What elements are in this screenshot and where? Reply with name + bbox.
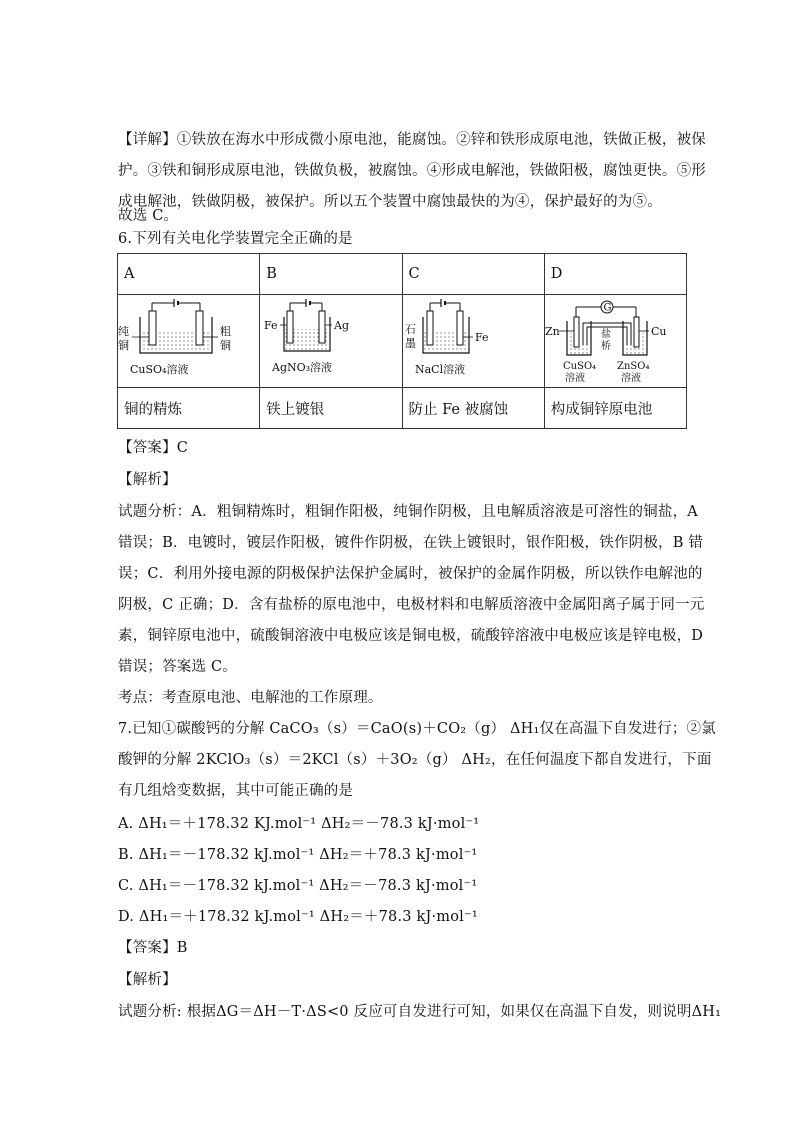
question-7-stem-line-2: 酸钾的分解 2KClO₃（s）＝2KCl（s）＋3O₂（g） ΔH₂，在任何温度下都自发进行，下面 — [118, 752, 712, 768]
option-d-caption: 构成铜锌原电池 — [544, 388, 686, 429]
option-a-header: A — [118, 254, 260, 295]
question-6-stem: 6.下列有关电化学装置完全正确的是 — [118, 231, 353, 247]
galvanometer-label: G — [603, 302, 612, 314]
detail-line-1: 【详解】①铁放在海水中形成微小原电池，能腐蚀。②锌和铁形成原电池，铁做正极，被保 — [118, 132, 706, 148]
option-b-caption: 铁上镀银 — [260, 388, 402, 429]
question-7-option-d: D. ΔH₁＝＋178.32 kJ.mol⁻¹ ΔH₂＝＋78.3 kJ·mol⁻¹ — [118, 909, 478, 925]
graphite-label-1: 石 — [404, 323, 416, 336]
question-7-option-a: A. ΔH₁＝＋178.32 KJ.mol⁻¹ ΔH₂＝－78.3 kJ·mol⁻¹ — [118, 816, 480, 832]
option-b-figure — [260, 295, 402, 388]
option-c-figure — [402, 295, 544, 388]
solution-label-a: CuSO₄溶液 — [130, 363, 189, 376]
question-7-option-b: B. ΔH₁＝－178.32 kJ.mol⁻¹ ΔH₂＝＋78.3 kJ·mol⁻¹ — [118, 847, 478, 863]
cuso4-solution-label-2: 溶液 — [564, 373, 585, 384]
pure-copper-label-1: 纯 — [118, 325, 129, 338]
question-7-analysis-heading: 【解析】 — [118, 972, 177, 988]
question-6-analysis-line-6: 错误；答案选 C。 — [118, 659, 238, 675]
solution-label-b: AgNO₃溶液 — [272, 361, 333, 374]
question-6-options-table — [117, 253, 687, 429]
solution-label-c: NaCl溶液 — [414, 363, 465, 376]
question-7-stem-line-1: 7.已知①碳酸钙的分解 CaCO₃（s）＝CaO(s)＋CO₂（g） ΔH₁仅在高温下自发进行；②氯 — [118, 721, 716, 737]
pure-copper-label-2: 铜 — [118, 339, 129, 352]
option-d-header: D — [544, 254, 686, 295]
option-c-caption: 防止 Fe 被腐蚀 — [402, 388, 544, 429]
ag-electrode-label: Ag — [334, 319, 350, 332]
electroplating-cell-b-diagram — [260, 295, 400, 387]
fe-electrode-label-c: Fe — [474, 331, 489, 344]
znso4-solution-label-1: ZnSO₄ — [616, 361, 650, 372]
question-6-analysis-line-1: 试题分析：A．粗铜精炼时，粗铜作阳极，纯铜作阴极，且电解质溶液是可溶性的铜盐，A — [118, 504, 698, 520]
option-b-header: B — [260, 254, 402, 295]
question-6-analysis-line-4: 阴极，C 正确；D．含有盐桥的原电池中，电极材料和电解质溶液中金属阳离子属于同一元 — [118, 597, 705, 613]
electrolysis-cell-a-diagram — [118, 295, 258, 387]
cu-electrode-label: Cu — [650, 325, 667, 338]
zn-electrode-label: Zn — [544, 325, 560, 338]
question-7-stem-line-3: 有几组焓变数据，其中可能正确的是 — [118, 783, 354, 799]
cuso4-solution-label-1: CuSO₄ — [562, 361, 596, 372]
detail-line-3: 成电解池，铁做阴极，被保护。所以五个装置中腐蚀最快的为④，保护最好的为⑤。 — [118, 194, 662, 210]
question-6-answer: 【答案】C — [118, 440, 189, 456]
question-7-answer: 【答案】B — [118, 940, 188, 956]
znso4-solution-label-2: 溶液 — [620, 373, 641, 384]
question-6-analysis-line-3: 误；C．利用外接电源的阴极保护法保护金属时，被保护的金属作阴极，所以铁作电解池的 — [118, 566, 703, 582]
graphite-label-2: 墨 — [404, 337, 416, 350]
question-6-point: 考点：考查原电池、电解池的工作原理。 — [118, 690, 383, 706]
cathodic-protection-cell-c-diagram — [403, 295, 543, 387]
detail-line-4: 故选 C。 — [118, 208, 179, 224]
question-7-option-c: C. ΔH₁＝－178.32 kJ.mol⁻¹ ΔH₂＝－78.3 kJ·mol⁻¹ — [118, 878, 478, 894]
crude-copper-label-1: 粗 — [220, 325, 231, 338]
question-6-analysis-line-5: 素，铜锌原电池中，硫酸铜溶液中电极应该是铜电极，硫酸锌溶液中电极应该是锌电极，D — [118, 628, 704, 644]
option-a-caption: 铜的精炼 — [118, 388, 260, 429]
salt-bridge-label-1: 盐 — [600, 329, 611, 340]
option-c-header: C — [402, 254, 544, 295]
option-a-figure — [118, 295, 260, 388]
crude-copper-label-2: 铜 — [220, 339, 231, 352]
option-d-figure — [544, 295, 686, 388]
salt-bridge-label-2: 桥 — [600, 341, 611, 352]
question-6-analysis-line-2: 错误；B．电镀时，镀层作阳极，镀件作阴极，在铁上镀银时，银作阳极，铁作阴极，B 错 — [118, 535, 704, 551]
fe-electrode-label-b: Fe — [264, 319, 278, 332]
question-7-analysis-line-1: 试题分析: 根据ΔG＝ΔH－T·ΔS<0 反应可自发进行可知，如果仅在高温下自发，则说明ΔH₁ — [118, 1004, 722, 1020]
galvanic-cell-d-diagram — [545, 295, 685, 387]
detail-line-2: 护。③铁和铜形成原电池，铁做负极，被腐蚀。④形成电解池，铁做阳极，腐蚀更快。⑤形 — [118, 163, 706, 179]
question-6-analysis-heading: 【解析】 — [118, 472, 177, 488]
